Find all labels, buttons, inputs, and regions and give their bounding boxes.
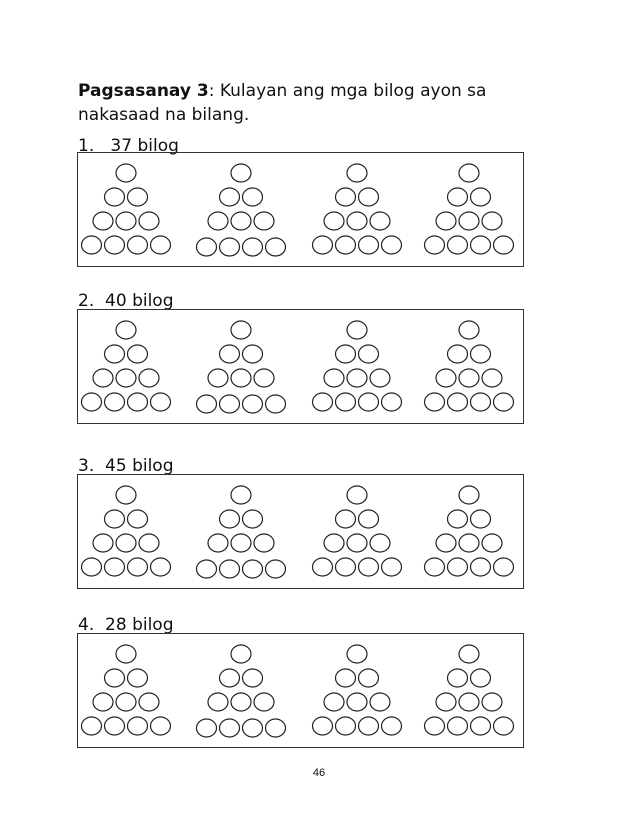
circle-to-color[interactable]	[151, 717, 171, 735]
circle-to-color[interactable]	[494, 558, 514, 576]
circle-to-color[interactable]	[370, 212, 390, 230]
circle-to-color[interactable]	[151, 236, 171, 254]
circle-to-color[interactable]	[128, 345, 148, 363]
circle-to-color[interactable]	[231, 693, 251, 711]
circle-to-color[interactable]	[243, 238, 263, 256]
circle-to-color[interactable]	[336, 510, 356, 528]
circle-to-color[interactable]	[336, 236, 356, 254]
circle-to-color[interactable]	[82, 717, 102, 735]
circle-to-color[interactable]	[220, 395, 240, 413]
circle-to-color[interactable]	[151, 393, 171, 411]
circle-to-color[interactable]	[336, 188, 356, 206]
circle-to-color[interactable]	[382, 717, 402, 735]
circle-to-color[interactable]	[471, 236, 491, 254]
exercise-1-circles	[78, 153, 525, 268]
circle-to-color[interactable]	[105, 669, 125, 687]
circle-to-color[interactable]	[220, 510, 240, 528]
circle-to-color[interactable]	[116, 164, 136, 182]
circle-to-color[interactable]	[359, 510, 379, 528]
circle-to-color[interactable]	[425, 236, 445, 254]
circle-to-color[interactable]	[324, 212, 344, 230]
circle-to-color[interactable]	[128, 188, 148, 206]
circle-to-color[interactable]	[313, 393, 333, 411]
circle-to-color[interactable]	[220, 719, 240, 737]
exercise-3-label: 3. 45 bilog	[78, 456, 174, 476]
circle-to-color[interactable]	[382, 558, 402, 576]
circle-to-color[interactable]	[128, 669, 148, 687]
exercise-4-label: 4. 28 bilog	[78, 615, 174, 635]
circle-to-color[interactable]	[220, 238, 240, 256]
circle-to-color[interactable]	[116, 645, 136, 663]
circle-to-color[interactable]	[313, 717, 333, 735]
circle-to-color[interactable]	[347, 693, 367, 711]
circle-to-color[interactable]	[494, 393, 514, 411]
circle-to-color[interactable]	[231, 534, 251, 552]
circle-to-color[interactable]	[459, 534, 479, 552]
circle-to-color[interactable]	[116, 693, 136, 711]
circle-to-color[interactable]	[231, 369, 251, 387]
circle-to-color[interactable]	[347, 645, 367, 663]
circle-to-color[interactable]	[139, 369, 159, 387]
circle-to-color[interactable]	[448, 558, 468, 576]
circle-to-color[interactable]	[254, 369, 274, 387]
circle-to-color[interactable]	[231, 164, 251, 182]
circle-to-color[interactable]	[82, 236, 102, 254]
circle-to-color[interactable]	[116, 369, 136, 387]
circle-to-color[interactable]	[208, 534, 228, 552]
circle-to-color[interactable]	[254, 212, 274, 230]
circle-to-color[interactable]	[105, 188, 125, 206]
circle-to-color[interactable]	[347, 369, 367, 387]
circle-to-color[interactable]	[220, 669, 240, 687]
circle-to-color[interactable]	[382, 236, 402, 254]
circle-to-color[interactable]	[105, 345, 125, 363]
exercise-4-circles	[78, 634, 525, 749]
circle-to-color[interactable]	[459, 164, 479, 182]
circle-to-color[interactable]	[370, 534, 390, 552]
circle-to-color[interactable]	[448, 393, 468, 411]
circle-to-color[interactable]	[128, 236, 148, 254]
circle-to-color[interactable]	[231, 321, 251, 339]
circle-to-color[interactable]	[220, 188, 240, 206]
circle-to-color[interactable]	[359, 717, 379, 735]
circle-to-color[interactable]	[436, 693, 456, 711]
exercise-2-circles	[78, 310, 525, 425]
circle-to-color[interactable]	[139, 693, 159, 711]
title-colon: :	[208, 81, 215, 101]
circle-to-color[interactable]	[471, 345, 491, 363]
circle-to-color[interactable]	[243, 345, 263, 363]
circle-to-color[interactable]	[448, 188, 468, 206]
circle-to-color[interactable]	[359, 558, 379, 576]
circle-to-color[interactable]	[128, 393, 148, 411]
circle-to-color[interactable]	[93, 212, 113, 230]
circle-to-color[interactable]	[243, 560, 263, 578]
circle-to-color[interactable]	[324, 534, 344, 552]
exercise-1-label: 1. 37 bilog	[78, 136, 179, 156]
circle-to-color[interactable]	[370, 369, 390, 387]
circle-to-color[interactable]	[347, 534, 367, 552]
circle-to-color[interactable]	[347, 486, 367, 504]
circle-to-color[interactable]	[139, 534, 159, 552]
exercise-2-box	[77, 309, 524, 424]
circle-to-color[interactable]	[82, 558, 102, 576]
circle-to-color[interactable]	[254, 693, 274, 711]
circle-to-color[interactable]	[336, 345, 356, 363]
circle-to-color[interactable]	[208, 693, 228, 711]
exercise-4-box	[77, 633, 524, 748]
circle-to-color[interactable]	[347, 321, 367, 339]
circle-to-color[interactable]	[93, 369, 113, 387]
circle-to-color[interactable]	[359, 669, 379, 687]
circle-to-color[interactable]	[359, 236, 379, 254]
circle-to-color[interactable]	[494, 236, 514, 254]
circle-to-color[interactable]	[482, 534, 502, 552]
circle-to-color[interactable]	[370, 693, 390, 711]
circle-to-color[interactable]	[382, 393, 402, 411]
circle-to-color[interactable]	[151, 558, 171, 576]
circle-to-color[interactable]	[208, 212, 228, 230]
circle-to-color[interactable]	[116, 321, 136, 339]
circle-to-color[interactable]	[231, 212, 251, 230]
circle-to-color[interactable]	[471, 669, 491, 687]
circle-to-color[interactable]	[459, 369, 479, 387]
circle-to-color[interactable]	[116, 486, 136, 504]
circle-to-color[interactable]	[105, 558, 125, 576]
circle-to-color[interactable]	[197, 238, 217, 256]
circle-to-color[interactable]	[243, 719, 263, 737]
circle-to-color[interactable]	[324, 369, 344, 387]
circle-to-color[interactable]	[266, 238, 286, 256]
circle-to-color[interactable]	[93, 534, 113, 552]
circle-to-color[interactable]	[471, 558, 491, 576]
circle-to-color[interactable]	[313, 558, 333, 576]
circle-to-color[interactable]	[494, 717, 514, 735]
circle-to-color[interactable]	[359, 188, 379, 206]
circle-to-color[interactable]	[243, 510, 263, 528]
circle-to-color[interactable]	[448, 236, 468, 254]
circle-to-color[interactable]	[128, 510, 148, 528]
circle-to-color[interactable]	[336, 717, 356, 735]
circle-to-color[interactable]	[254, 534, 274, 552]
circle-to-color[interactable]	[197, 395, 217, 413]
circle-to-color[interactable]	[93, 693, 113, 711]
circle-to-color[interactable]	[425, 393, 445, 411]
circle-to-color[interactable]	[128, 717, 148, 735]
circle-to-color[interactable]	[425, 558, 445, 576]
circle-to-color[interactable]	[448, 717, 468, 735]
circle-to-color[interactable]	[220, 560, 240, 578]
circle-to-color[interactable]	[448, 510, 468, 528]
circle-to-color[interactable]	[266, 719, 286, 737]
exercise-title: Pagsasanay 3	[78, 81, 209, 101]
page-number: 46	[312, 767, 326, 779]
circle-to-color[interactable]	[105, 717, 125, 735]
circle-to-color[interactable]	[243, 669, 263, 687]
circle-to-color[interactable]	[459, 486, 479, 504]
circle-to-color[interactable]	[116, 212, 136, 230]
circle-to-color[interactable]	[459, 693, 479, 711]
instruction-body: Kulayan ang mga bilog ayon sa nakasaad na bilang.	[78, 81, 487, 125]
circle-to-color[interactable]	[347, 164, 367, 182]
circle-to-color[interactable]	[436, 212, 456, 230]
exercise-3-box	[77, 474, 524, 589]
circle-to-color[interactable]	[197, 560, 217, 578]
circle-to-color[interactable]	[482, 693, 502, 711]
circle-to-color[interactable]	[436, 534, 456, 552]
exercise-1-box	[77, 152, 524, 267]
instruction-text	[78, 79, 518, 127]
circle-to-color[interactable]	[243, 188, 263, 206]
circle-to-color[interactable]	[105, 236, 125, 254]
circle-to-color[interactable]	[197, 719, 217, 737]
circle-to-color[interactable]	[266, 560, 286, 578]
circle-to-color[interactable]	[482, 212, 502, 230]
circle-to-color[interactable]	[459, 321, 479, 339]
circle-to-color[interactable]	[243, 395, 263, 413]
circle-to-color[interactable]	[471, 717, 491, 735]
circle-to-color[interactable]	[471, 393, 491, 411]
circle-to-color[interactable]	[116, 534, 136, 552]
circle-to-color[interactable]	[336, 669, 356, 687]
circle-to-color[interactable]	[105, 393, 125, 411]
exercise-3-circles	[78, 475, 525, 590]
circle-to-color[interactable]	[231, 645, 251, 663]
circle-to-color[interactable]	[359, 345, 379, 363]
circle-to-color[interactable]	[208, 369, 228, 387]
circle-to-color[interactable]	[347, 212, 367, 230]
circle-to-color[interactable]	[220, 345, 240, 363]
circle-to-color[interactable]	[482, 369, 502, 387]
circle-to-color[interactable]	[425, 717, 445, 735]
circle-to-color[interactable]	[82, 393, 102, 411]
circle-to-color[interactable]	[105, 510, 125, 528]
circle-to-color[interactable]	[471, 188, 491, 206]
circle-to-color[interactable]	[324, 693, 344, 711]
circle-to-color[interactable]	[336, 558, 356, 576]
circle-to-color[interactable]	[448, 345, 468, 363]
circle-to-color[interactable]	[128, 558, 148, 576]
exercise-2-label: 2. 40 bilog	[78, 291, 174, 311]
circle-to-color[interactable]	[436, 369, 456, 387]
circle-to-color[interactable]	[266, 395, 286, 413]
circle-to-color[interactable]	[313, 236, 333, 254]
circle-to-color[interactable]	[359, 393, 379, 411]
circle-to-color[interactable]	[139, 212, 159, 230]
circle-to-color[interactable]	[459, 645, 479, 663]
circle-to-color[interactable]	[336, 393, 356, 411]
circle-to-color[interactable]	[459, 212, 479, 230]
circle-to-color[interactable]	[448, 669, 468, 687]
circle-to-color[interactable]	[471, 510, 491, 528]
circle-to-color[interactable]	[231, 486, 251, 504]
